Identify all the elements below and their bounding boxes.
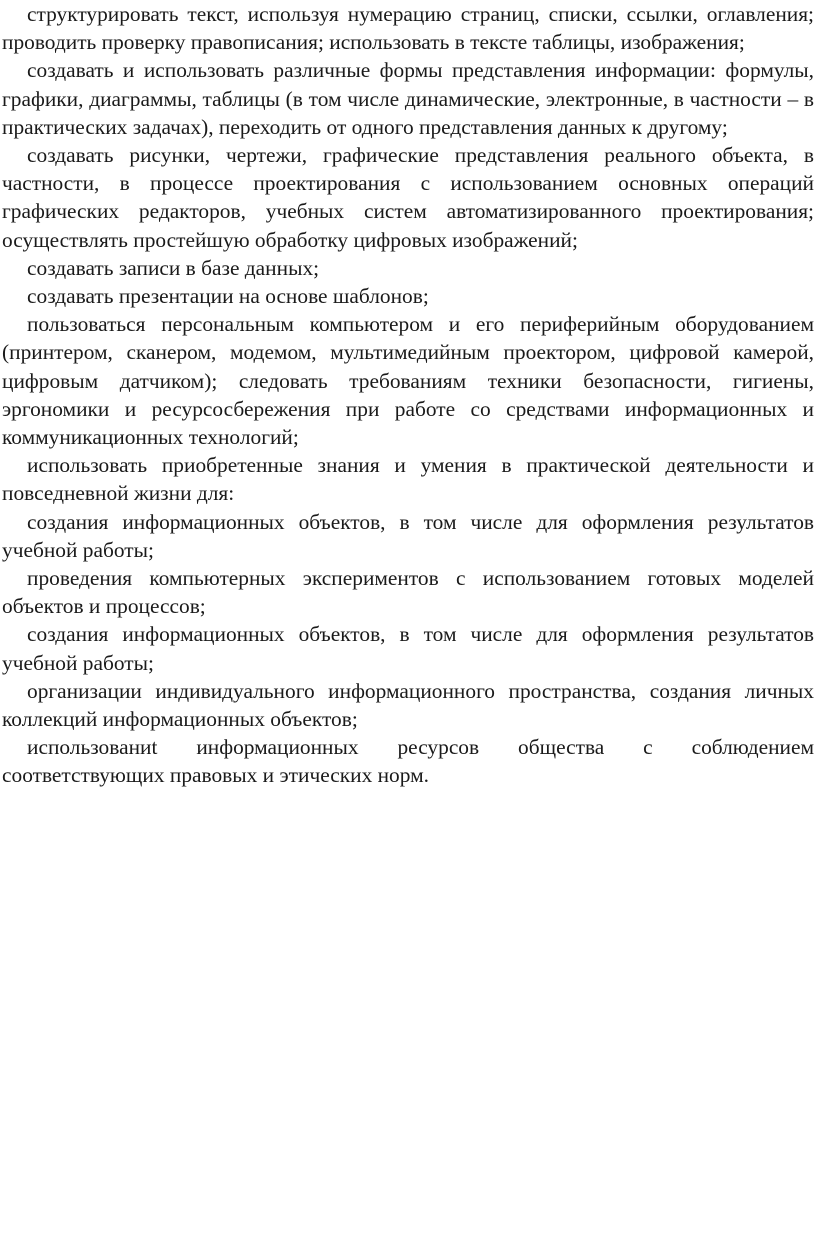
paragraph-create-objects-repeat: создания информационных объектов, в том числе для оформления результатов учебной работы; (2, 622, 814, 675)
paragraph-create-objects: создания информационных объектов, в том числе для оформления результатов учебной работы; (2, 509, 814, 562)
paragraph-information-space: организации индивидуального информационного пространства, создания личных коллекций информационных объектов; (2, 678, 814, 732)
paragraph-experiments: проведения компьютерных экспериментов с использованием готовых моделей объектов и процессов; (2, 566, 814, 619)
paragraph-computer-use: пользоваться персональным компьютером и его периферийным оборудованием (принтером, сканером, модемом, мультимедийным проектором, цифровой камерой, цифровым датчиком); следовать требованиям техники безопасности, гигиены, эргономики и ресурсосбережения при работе со средствами информационных и коммуникационных технологий; (2, 312, 814, 450)
paragraph-information-resources: использованиt информационных ресурсов общества с соблюдением соответствующих правовых и этических норм. (2, 735, 814, 788)
paragraph-presentations: создавать презентации на основе шаблонов; (27, 284, 429, 309)
paragraph-drawings: создавать рисунки, чертежи, графические представления реального объекта, в частности, в процессе проектирования с использованием основных операций графических редакторов, учебных систем автоматизированного проектирования; осуществлять простейшую обработку цифровых изображений; (2, 143, 814, 252)
paragraph-apply-knowledge: использовать приобретенные знания и умения в практической деятельности и повседневной жизни для: (2, 453, 814, 506)
paragraph-database-records: создавать записи в базе данных; (27, 255, 320, 280)
paragraph-information-forms: создавать и использовать различные формы представления информации: формулы, графики, диаграммы, таблицы (в том числе динамические, электронные, в частности – в практических задачах), переходить от одного представления данных к другому; (2, 58, 814, 139)
document-page (2, 0, 814, 790)
paragraph-structure-text: структурировать текст, используя нумерацию страниц, списки, ссылки, оглавления; проводить проверку правописания; использовать в тексте таблицы, изображения; (2, 2, 814, 55)
